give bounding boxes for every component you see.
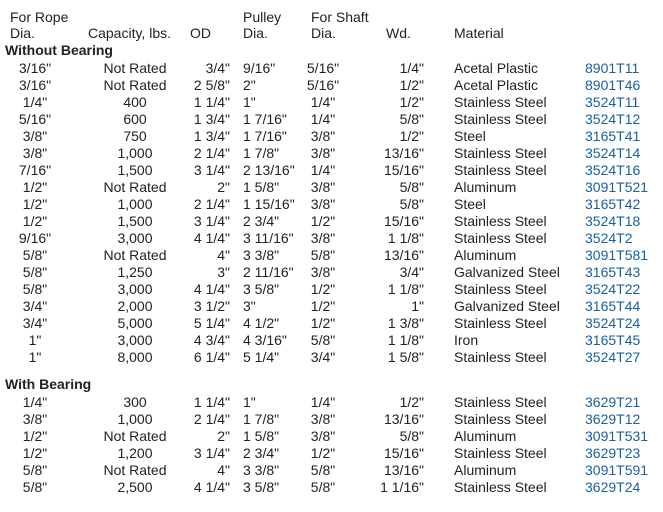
shaft-dia-cell: 1/2" [310,213,336,229]
table-row [0,94,663,111]
shaft-dia-cell: 3/8" [310,145,336,161]
od-cell: 3" [217,264,230,280]
section-title-with-bearing: With Bearing [5,376,92,392]
header-shaft-dia-line2: Dia. [311,25,336,41]
rope-dia-cell: 3/16" [18,77,52,93]
header-rope-dia-line2: Dia. [10,25,35,41]
material-cell: Stainless Steel [454,315,547,331]
part-number-cell[interactable]: 3165T41 [585,128,641,144]
material-cell: Stainless Steel [454,349,547,365]
table-row [0,394,663,411]
wd-cell: 1/2" [399,94,424,110]
capacity-cell: 1,000 [117,196,153,212]
rows-with-bearing [0,394,663,496]
shaft-dia-cell: 3/8" [310,179,336,195]
wd-cell: 13/16" [383,462,424,478]
capacity-cell: Not Rated [103,179,167,195]
part-number-cell[interactable]: 3524T14 [585,145,641,161]
od-cell: 2 1/4" [193,196,230,212]
shaft-dia-cell: 3/8" [310,428,336,444]
part-number-cell[interactable]: 3091T531 [585,428,649,444]
shaft-dia-cell: 5/8" [310,247,336,263]
shaft-dia-cell: 1/4" [310,94,336,110]
material-cell: Stainless Steel [454,162,547,178]
table-row [0,479,663,496]
shaft-dia-cell: 3/8" [310,128,336,144]
rope-dia-cell: 5/8" [22,462,48,478]
wd-cell: 1 1/8" [387,281,424,297]
od-cell: 4 1/4" [193,479,230,495]
part-number-cell[interactable]: 3629T24 [585,479,641,495]
rope-dia-cell: 5/8" [22,281,48,297]
capacity-cell: 3,000 [117,332,153,348]
rope-dia-cell: 1/2" [22,213,48,229]
od-cell: 2 1/4" [193,411,230,427]
part-number-cell[interactable]: 3524T27 [585,349,641,365]
capacity-cell: 3,000 [117,230,153,246]
shaft-dia-cell: 3/8" [310,411,336,427]
table-row [0,281,663,298]
rope-dia-cell: 1" [28,332,42,348]
header-pulley-dia-line1: Pulley [243,9,282,25]
part-number-cell[interactable]: 3091T581 [585,247,649,263]
wd-cell: 1 5/8" [387,349,424,365]
shaft-dia-cell: 5/8" [310,462,336,478]
pulley-dia-cell: 3 11/16" [243,230,294,246]
capacity-cell: 600 [123,111,147,127]
pulley-dia-cell: 2 3/4" [243,213,280,229]
part-number-cell[interactable]: 3524T18 [585,213,641,229]
capacity-cell: 1,200 [117,445,153,461]
header-shaft-dia [311,9,369,43]
wd-cell: 1 1/16" [380,479,424,495]
material-cell: Stainless Steel [454,230,547,246]
capacity-cell: 1,500 [117,162,153,178]
header-wd [386,9,411,43]
table-row [0,145,663,162]
rope-dia-cell: 1" [28,349,42,365]
pulley-dia-cell: 2 11/16" [243,264,294,280]
material-cell: Steel [454,196,486,212]
wd-cell: 1/2" [399,394,424,410]
section-title-without-bearing: Without Bearing [5,42,113,58]
capacity-cell: Not Rated [103,60,167,76]
material-cell: Aluminum [454,247,517,263]
material-cell: Stainless Steel [454,111,547,127]
capacity-cell: 5,000 [117,315,153,331]
od-cell: 1 1/4" [193,394,230,410]
pulley-dia-cell: 1 5/8" [243,428,280,444]
pulley-dia-cell: 1 7/16" [243,128,287,144]
rope-dia-cell: 5/16" [18,111,52,127]
capacity-cell: 300 [123,394,147,410]
header-od-label: OD [190,25,211,41]
rope-dia-cell: 9/16" [18,230,52,246]
shaft-dia-cell: 5/8" [310,479,336,495]
material-cell: Acetal Plastic [454,60,539,76]
rope-dia-cell: 3/4" [22,315,48,331]
shaft-dia-cell: 1/4" [310,162,336,178]
part-number-cell[interactable]: 8901T46 [585,77,641,93]
od-cell: 2 1/4" [193,145,230,161]
capacity-cell: Not Rated [103,462,167,478]
wd-cell: 5/8" [399,111,424,127]
rope-dia-cell: 1/2" [22,196,48,212]
od-cell: 2" [217,428,230,444]
od-cell: 3 1/4" [193,213,230,229]
material-cell: Galvanized Steel [454,298,560,314]
material-cell: Steel [454,128,486,144]
material-cell: Stainless Steel [454,445,547,461]
part-number-cell[interactable]: 3165T45 [585,332,641,348]
wd-cell: 13/16" [383,247,424,263]
shaft-dia-cell: 1/2" [310,298,336,314]
capacity-cell: 3,000 [117,281,153,297]
shaft-dia-cell: 1/2" [310,315,336,331]
shaft-dia-cell: 5/16" [306,77,340,93]
part-number-cell[interactable]: 3629T12 [585,411,641,427]
table-row [0,60,663,77]
rope-dia-cell: 5/8" [22,479,48,495]
rows-without-bearing [0,60,663,366]
pulley-dia-cell: 1 7/8" [243,145,280,161]
table-row [0,247,663,264]
pulley-dia-cell: 3" [243,298,256,314]
material-cell: Aluminum [454,179,517,195]
shaft-dia-cell: 1/4" [310,394,336,410]
capacity-cell: 1,500 [117,213,153,229]
rope-dia-cell: 3/8" [22,145,48,161]
pulley-dia-cell: 1 7/16" [243,111,287,127]
capacity-cell: 400 [123,94,147,110]
od-cell: 3 1/4" [193,445,230,461]
shaft-dia-cell: 3/8" [310,230,336,246]
capacity-cell: Not Rated [103,247,167,263]
pulley-dia-cell: 2 3/4" [243,445,280,461]
rope-dia-cell: 1/2" [22,179,48,195]
wd-cell: 13/16" [383,145,424,161]
header-pulley-dia [243,9,281,43]
rope-dia-cell: 3/4" [22,298,48,314]
capacity-cell: 1,250 [117,264,153,280]
table-row [0,428,663,445]
shaft-dia-cell: 1/2" [310,281,336,297]
pulley-dia-cell: 9/16" [243,60,276,76]
material-cell: Stainless Steel [454,94,547,110]
pulley-dia-cell: 1 15/16" [243,196,295,212]
od-cell: 4 1/4" [193,230,230,246]
wd-cell: 1 1/8" [387,230,424,246]
table-row [0,349,663,366]
od-cell: 4 1/4" [193,281,230,297]
od-cell: 2 5/8" [193,77,230,93]
wd-cell: 5/8" [399,196,424,212]
pulley-dia-cell: 1" [243,94,256,110]
table-row [0,445,663,462]
wd-cell: 1" [411,298,424,314]
header-pulley-dia-line2: Dia. [243,25,268,41]
pulley-dia-cell: 4 3/16" [243,332,287,348]
pulley-dia-cell: 3 5/8" [243,281,280,297]
od-cell: 3 1/4" [193,162,230,178]
material-cell: Stainless Steel [454,394,547,410]
wd-cell: 15/16" [383,162,424,178]
table-row [0,332,663,349]
rope-dia-cell: 5/8" [22,247,48,263]
table-row [0,162,663,179]
wd-cell: 15/16" [383,445,424,461]
od-cell: 2" [217,179,230,195]
capacity-cell: 8,000 [117,349,153,365]
material-cell: Stainless Steel [454,281,547,297]
part-number-cell[interactable]: 3091T591 [585,462,649,478]
wd-cell: 1/2" [399,77,424,93]
part-number-cell[interactable]: 8901T11 [585,60,640,76]
part-number-cell[interactable]: 3524T11 [585,94,640,110]
table-row [0,230,663,247]
header-material-label: Material [454,25,504,41]
wd-cell: 13/16" [383,411,424,427]
pulley-dia-cell: 5 1/4" [243,349,280,365]
table-row [0,213,663,230]
part-number-cell[interactable]: 3524T24 [585,315,641,331]
od-cell: 5 1/4" [193,315,230,331]
rope-dia-cell: 1/2" [22,428,48,444]
material-cell: Iron [454,332,479,348]
table-row [0,315,663,332]
rope-dia-cell: 3/8" [22,128,48,144]
shaft-dia-cell: 1/4" [310,111,336,127]
part-number-cell[interactable]: 3524T22 [585,281,641,297]
material-cell: Stainless Steel [454,411,547,427]
pulley-dia-cell: 1" [243,394,256,410]
capacity-cell: Not Rated [103,428,167,444]
table-row [0,111,663,128]
od-cell: 1 3/4" [193,111,230,127]
shaft-dia-cell: 5/8" [310,332,336,348]
pulley-dia-cell: 1 7/8" [243,411,280,427]
capacity-cell: 1,000 [117,145,153,161]
od-cell: 4" [217,462,230,478]
wd-cell: 1 1/8" [387,332,424,348]
capacity-cell: Not Rated [103,77,167,93]
material-cell: Aluminum [454,462,517,478]
part-number-cell[interactable]: 3165T42 [585,196,641,212]
table-row [0,77,663,94]
part-number-cell[interactable]: 3165T44 [585,298,641,314]
header-capacity [88,9,171,43]
shaft-dia-cell: 3/8" [310,264,336,280]
capacity-cell: 1,000 [117,411,153,427]
material-cell: Galvanized Steel [454,264,560,280]
table-row [0,462,663,479]
rope-dia-cell: 1/2" [22,445,48,461]
material-cell: Aluminum [454,428,517,444]
header-rope-dia-line1: For Rope [10,9,69,25]
table-row [0,196,663,213]
wd-cell: 15/16" [383,213,424,229]
od-cell: 6 1/4" [193,349,230,365]
part-number-cell[interactable]: 3524T16 [585,162,641,178]
table-row [0,411,663,428]
pulley-dia-cell: 3 3/8" [243,462,280,478]
pulley-dia-cell: 2" [243,77,256,93]
wd-cell: 5/8" [399,428,424,444]
pulley-dia-cell: 2 13/16" [243,162,295,178]
header-shaft-dia-line1: For Shaft [311,9,369,25]
od-cell: 3/4" [205,60,230,76]
capacity-cell: 750 [123,128,147,144]
part-number-cell[interactable]: 3165T43 [585,264,641,280]
part-number-cell[interactable]: 3629T21 [585,394,641,410]
rope-dia-cell: 7/16" [18,162,52,178]
part-number-cell[interactable]: 3524T12 [585,111,641,127]
rope-dia-cell: 3/16" [18,60,52,76]
od-cell: 4" [217,247,230,263]
header-material [454,9,504,43]
material-cell: Stainless Steel [454,145,547,161]
material-cell: Stainless Steel [454,479,547,495]
shaft-dia-cell: 3/8" [310,196,336,212]
wd-cell: 1/4" [399,60,424,76]
pulley-dia-cell: 3 3/8" [243,247,280,263]
wd-cell: 1/2" [399,128,424,144]
shaft-dia-cell: 5/16" [306,60,340,76]
capacity-cell: 2,000 [117,298,153,314]
pulley-dia-cell: 3 5/8" [243,479,280,495]
pulley-dia-cell: 1 5/8" [243,179,280,195]
rope-dia-cell: 5/8" [22,264,48,280]
material-cell: Stainless Steel [454,213,547,229]
capacity-cell: 2,500 [117,479,153,495]
wd-cell: 3/4" [399,264,424,280]
header-rope-dia [10,9,68,43]
shaft-dia-cell: 1/2" [310,445,336,461]
table-row [0,298,663,315]
rope-dia-cell: 1/4" [22,94,48,110]
material-cell: Acetal Plastic [454,77,539,93]
part-number-cell[interactable]: 3629T23 [585,445,641,461]
table-row [0,264,663,281]
part-number-cell[interactable]: 3524T2 [585,230,633,246]
od-cell: 4 3/4" [193,332,230,348]
pulley-dia-cell: 4 1/2" [243,315,280,331]
rope-dia-cell: 1/4" [22,394,48,410]
od-cell: 3 1/2" [193,298,230,314]
header-capacity-label: Capacity, lbs. [88,25,171,41]
table-row [0,179,663,196]
rope-dia-cell: 3/8" [22,411,48,427]
header-od [190,9,211,43]
shaft-dia-cell: 3/4" [310,349,336,365]
wd-cell: 1 3/8" [387,315,424,331]
od-cell: 1 3/4" [193,128,230,144]
wd-cell: 5/8" [399,179,424,195]
table-row [0,128,663,145]
part-number-cell[interactable]: 3091T521 [585,179,649,195]
header-wd-label: Wd. [386,25,411,41]
od-cell: 1 1/4" [193,94,230,110]
